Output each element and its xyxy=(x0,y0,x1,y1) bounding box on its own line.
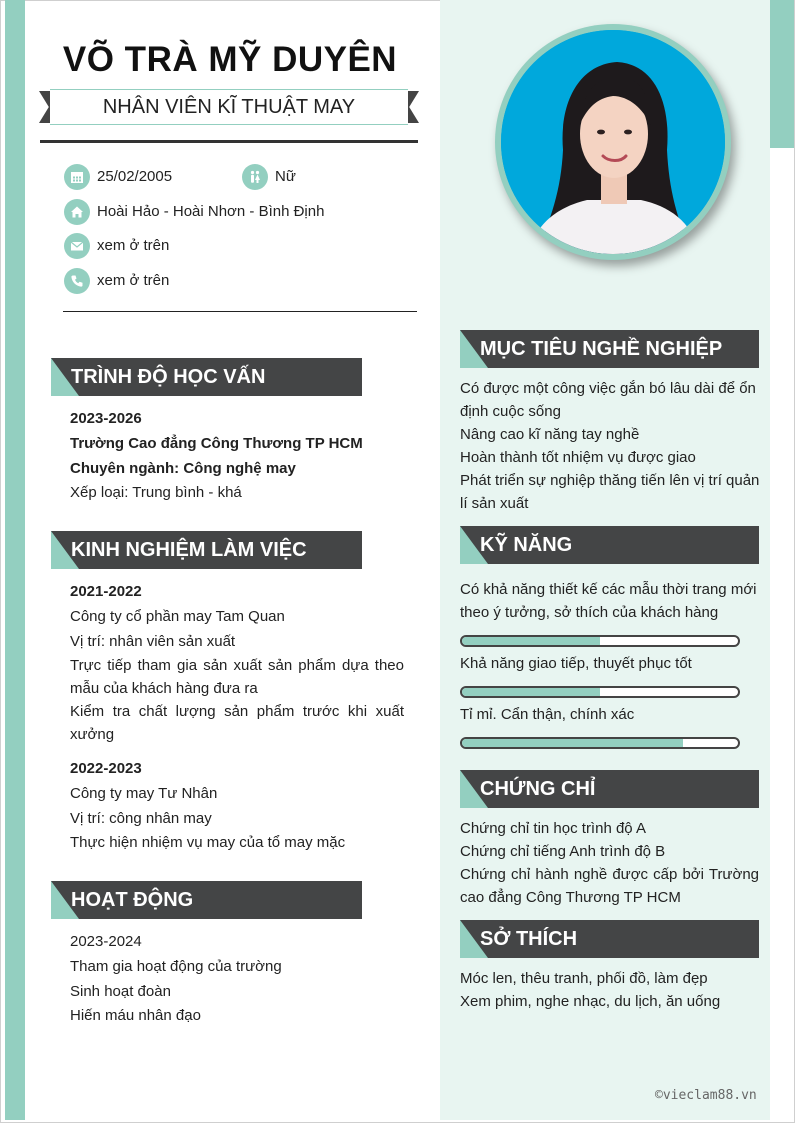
avatar xyxy=(501,30,725,254)
gender: Nữ xyxy=(275,168,296,185)
hobby-item: Móc len, thêu tranh, phối đồ, làm đẹp xyxy=(460,970,708,987)
skill-bar xyxy=(460,737,740,749)
education-years: 2023-2026 xyxy=(70,410,142,427)
home-icon xyxy=(64,199,90,225)
job-company: Công ty may Tư Nhân xyxy=(70,785,218,802)
hobby-item: Xem phim, nghe nhạc, du lịch, ăn uống xyxy=(460,993,721,1010)
skill-label: Khả năng giao tiếp, thuyết phục tốt xyxy=(460,655,692,672)
watermark: ©vieclam88.vn xyxy=(655,1088,757,1103)
certificate-item: Chứng chỉ tiếng Anh trình độ B xyxy=(460,843,666,860)
activity-item: Hiến máu nhân đạo xyxy=(70,1007,201,1024)
skill-label: Tỉ mỉ. Cẩn thận, chính xác xyxy=(460,706,635,723)
job-position: Vị trí: công nhân may xyxy=(70,810,212,827)
job-duty: Kiểm tra chất lượng sản phẩm trước khi xuất xưởng xyxy=(70,703,404,743)
activity-item: Tham gia hoạt động của trường xyxy=(70,958,282,975)
phone-icon xyxy=(64,268,90,294)
activities-years: 2023-2024 xyxy=(70,933,142,950)
certificate-item: Chứng chỉ tin học trình độ A xyxy=(460,820,646,837)
job-duty: Trực tiếp tham gia sản xuất sản phẩm dựa theo mẫu của khách hàng đưa ra xyxy=(70,657,404,697)
job-title: NHÂN VIÊN KĨ THUẬT MAY xyxy=(50,89,408,125)
info-divider xyxy=(63,311,417,312)
email: xem ở trên xyxy=(97,237,170,254)
header-divider xyxy=(40,140,418,143)
objective-item: Có được một công việc gắn bó lâu dài để ổn định cuộc sống xyxy=(460,380,756,420)
experience-heading: KINH NGHIỆM LÀM VIỆC xyxy=(51,531,362,569)
skill-label: Có khả năng thiết kế các mẫu thời trang mới theo ý tưởng, sở thích của khách hàng xyxy=(460,581,757,621)
job-years: 2022-2023 xyxy=(70,760,142,777)
education-heading: TRÌNH ĐỘ HỌC VẤN xyxy=(51,358,362,396)
skill-bar xyxy=(460,686,740,698)
skill-bar-fill xyxy=(462,739,683,747)
objective-item: Hoàn thành tốt nhiệm vụ được giao xyxy=(460,449,696,466)
skills-heading: KỸ NĂNG xyxy=(460,526,759,564)
objective-item: Nâng cao kĩ năng tay nghề xyxy=(460,426,640,443)
education-grade: Xếp loại: Trung bình - khá xyxy=(70,484,242,501)
skill-bar xyxy=(460,635,740,647)
calendar-icon xyxy=(64,164,90,190)
gender-icon xyxy=(242,164,268,190)
activity-item: Sinh hoạt đoàn xyxy=(70,983,171,1000)
birthday: 25/02/2005 xyxy=(97,168,173,185)
job-years: 2021-2022 xyxy=(70,583,142,600)
certificate-item: Chứng chỉ hành nghề được cấp bởi Trường cao đẳng Công Thương TP HCM xyxy=(460,866,759,906)
job-company: Công ty cổ phần may Tam Quan xyxy=(70,608,285,625)
certificates-heading: CHỨNG CHỈ xyxy=(460,770,759,808)
job-duty: Thực hiện nhiệm vụ may của tổ may mặc xyxy=(70,834,346,851)
job-position: Vị trí: nhân viên sản xuất xyxy=(70,633,236,650)
education-major: Chuyên ngành: Công nghệ may xyxy=(70,460,296,477)
left-accent-stripe xyxy=(5,0,25,1120)
candidate-name: VÕ TRÀ MỸ DUYÊN xyxy=(62,40,398,79)
activities-heading: HOẠT ĐỘNG xyxy=(51,881,362,919)
hobbies-heading: SỞ THÍCH xyxy=(460,920,759,958)
email-icon xyxy=(64,233,90,259)
address: Hoài Hảo - Hoài Nhơn - Bình Định xyxy=(97,203,325,220)
education-school: Trường Cao đẳng Công Thương TP HCM xyxy=(70,435,363,452)
objective-heading: MỤC TIÊU NGHỀ NGHIỆP xyxy=(460,330,759,368)
objective-item: Phát triển sự nghiệp thăng tiến lên vị trí quản lí sản xuất xyxy=(460,472,760,512)
phone: xem ở trên xyxy=(97,272,170,289)
right-accent-stripe xyxy=(770,0,794,148)
skill-bar-fill xyxy=(462,688,600,696)
skill-bar-fill xyxy=(462,637,600,645)
